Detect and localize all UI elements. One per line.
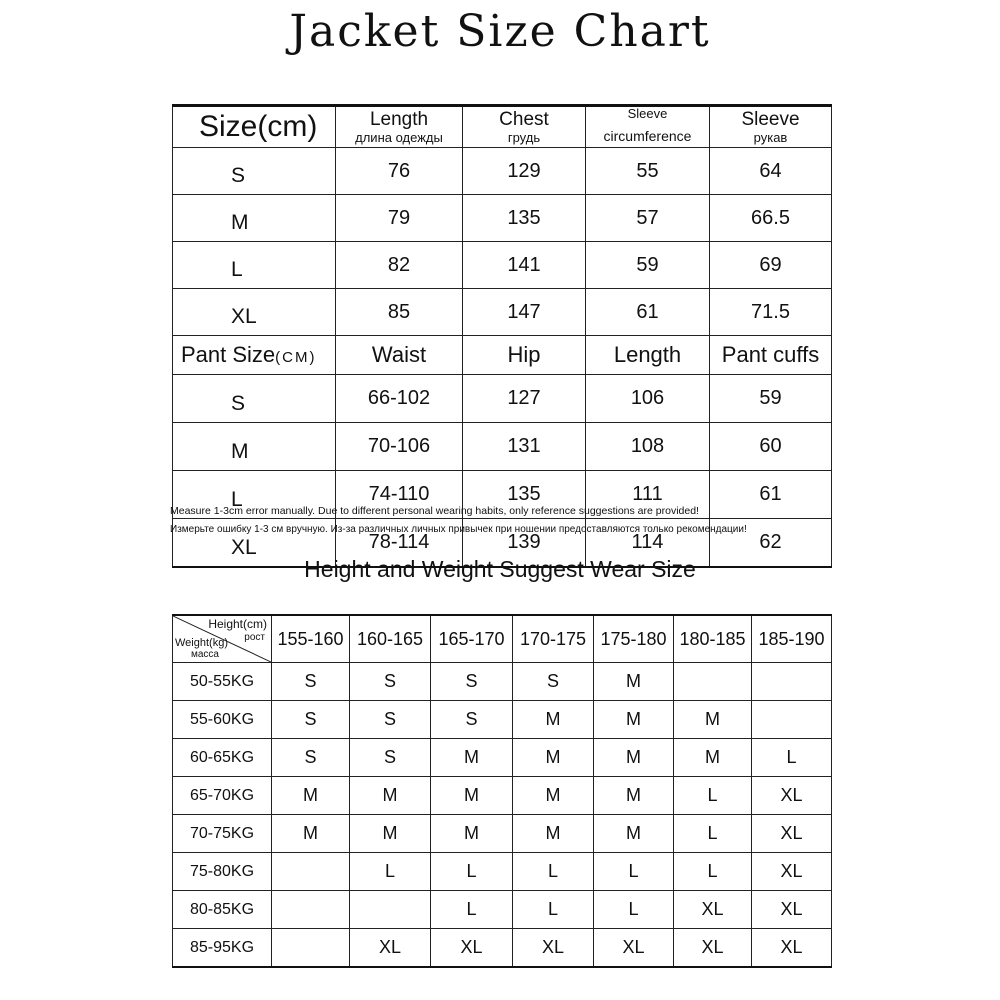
weight-row: [173, 663, 832, 701]
header-label-en-2: circumference: [603, 128, 692, 144]
size-cell: M: [350, 815, 431, 853]
size-cell: L: [752, 739, 832, 777]
size-cell: XL: [431, 929, 513, 968]
size-cell: [272, 929, 350, 968]
height-header: 185-190: [752, 615, 832, 663]
header-label-ru: длина одежды: [355, 129, 443, 145]
size-cell: XL: [674, 929, 752, 968]
table-cell: 59: [710, 375, 832, 423]
size-cell: M: [513, 777, 594, 815]
table-cell: 66.5: [710, 195, 832, 242]
height-header: 165-170: [431, 615, 513, 663]
pant-header-cuffs: Pant cuffs: [710, 336, 832, 375]
size-cell: M: [594, 739, 674, 777]
size-cell: M: [272, 777, 350, 815]
weight-label: 80-85KG: [173, 891, 272, 929]
size-cell: M: [272, 815, 350, 853]
table-cell: 61: [586, 289, 710, 336]
jacket-and-pant-size-table: [172, 104, 832, 568]
jacket-header-row: [173, 106, 832, 148]
size-cell: S: [272, 663, 350, 701]
table-cell: 70-106: [336, 423, 463, 471]
weight-label: 85-95KG: [173, 929, 272, 968]
weight-label: 50-55KG: [173, 663, 272, 701]
jacket-header-sleeve: [710, 106, 832, 148]
size-cell: [752, 663, 832, 701]
height-header: 180-185: [674, 615, 752, 663]
jacket-row: [173, 148, 832, 195]
size-cell: M: [594, 815, 674, 853]
height-header: 175-180: [594, 615, 674, 663]
weight-row: [173, 777, 832, 815]
table-cell: 108: [586, 423, 710, 471]
table-cell: 60: [710, 423, 832, 471]
size-label: M: [173, 423, 336, 471]
pant-row: [173, 423, 832, 471]
size-cell: L: [674, 853, 752, 891]
table-cell: 111: [586, 471, 710, 519]
size-cell: L: [431, 853, 513, 891]
size-cell: M: [674, 701, 752, 739]
height-header-row: [173, 615, 832, 663]
size-label: XL: [173, 289, 336, 336]
table-cell: 85: [336, 289, 463, 336]
table-cell: 66-102: [336, 375, 463, 423]
size-cell: L: [513, 853, 594, 891]
size-cell: L: [350, 853, 431, 891]
pant-size-label: Pant Size: [181, 342, 276, 367]
size-label: L: [173, 471, 336, 519]
table-cell: 147: [463, 289, 586, 336]
weight-label: 60-65KG: [173, 739, 272, 777]
weight-row: [173, 701, 832, 739]
size-cell: XL: [752, 815, 832, 853]
size-cell: XL: [594, 929, 674, 968]
table-cell: 141: [463, 242, 586, 289]
size-cell: M: [594, 777, 674, 815]
size-cell: S: [350, 663, 431, 701]
header-label-ru: рукав: [753, 129, 788, 145]
size-cell: M: [431, 777, 513, 815]
measurement-note-ru: Измерьте ошибку 1-3 см вручную. Из-за различных личных привычек при ношении предоставляются только рекомендации!: [170, 524, 747, 535]
size-cell: XL: [513, 929, 594, 968]
size-cell: [272, 891, 350, 929]
jacket-header-sleeve-circumference: [586, 106, 710, 148]
size-cell: L: [674, 815, 752, 853]
pant-row: [173, 375, 832, 423]
height-header: 155-160: [272, 615, 350, 663]
jacket-row: [173, 195, 832, 242]
pant-header-hip: Hip: [463, 336, 586, 375]
table-cell: 135: [463, 195, 586, 242]
size-cell: M: [594, 663, 674, 701]
size-cell: XL: [752, 777, 832, 815]
table-cell: 64: [710, 148, 832, 195]
size-cell: XL: [752, 891, 832, 929]
table-cell: 74-110: [336, 471, 463, 519]
size-cell: L: [674, 777, 752, 815]
table-cell: 82: [336, 242, 463, 289]
size-cell: L: [594, 853, 674, 891]
size-cell: S: [513, 663, 594, 701]
size-cell: S: [350, 701, 431, 739]
table-cell: 62: [710, 519, 832, 568]
pant-header-waist: Waist: [336, 336, 463, 375]
size-cell: L: [431, 891, 513, 929]
size-cell: S: [350, 739, 431, 777]
weight-label: 70-75KG: [173, 815, 272, 853]
size-cell: S: [431, 663, 513, 701]
size-cell: XL: [752, 853, 832, 891]
size-label: S: [173, 375, 336, 423]
header-label-ru: грудь: [507, 129, 541, 145]
size-cell: S: [272, 739, 350, 777]
measurement-note-en: Measure 1-3cm error manually. Due to different personal wearing habits, only reference suggestions are provided!: [170, 505, 699, 517]
jacket-corner-label: Size(cm): [173, 106, 336, 148]
table-cell: 59: [586, 242, 710, 289]
table-cell: 129: [463, 148, 586, 195]
weight-label: 55-60KG: [173, 701, 272, 739]
size-cell: XL: [674, 891, 752, 929]
height-header: 170-175: [513, 615, 594, 663]
corner-height-label-ru: рост: [244, 632, 265, 643]
size-cell: M: [513, 815, 594, 853]
table-cell: 69: [710, 242, 832, 289]
size-cell: M: [674, 739, 752, 777]
size-cell: [272, 853, 350, 891]
table-cell: 71.5: [710, 289, 832, 336]
table-cell: 139: [463, 519, 586, 568]
table-cell: 61: [710, 471, 832, 519]
jacket-row: [173, 289, 832, 336]
size-cell: L: [513, 891, 594, 929]
table-cell: 127: [463, 375, 586, 423]
height-weight-corner: [173, 615, 272, 663]
pant-corner-label: [173, 336, 336, 375]
size-cell: M: [513, 739, 594, 777]
weight-row: [173, 853, 832, 891]
weight-label: 75-80KG: [173, 853, 272, 891]
size-cell: M: [431, 815, 513, 853]
size-label: M: [173, 195, 336, 242]
weight-row: [173, 929, 832, 968]
table-cell: 135: [463, 471, 586, 519]
jacket-row: [173, 242, 832, 289]
size-cell: S: [431, 701, 513, 739]
size-cell: S: [272, 701, 350, 739]
weight-row: [173, 891, 832, 929]
header-label-en: Sleeve: [627, 106, 668, 121]
size-cell: M: [350, 777, 431, 815]
weight-label: 65-70KG: [173, 777, 272, 815]
height-header: 160-165: [350, 615, 431, 663]
jacket-header-chest: [463, 106, 586, 148]
size-label: S: [173, 148, 336, 195]
size-label: XL: [173, 519, 336, 568]
table-cell: 55: [586, 148, 710, 195]
table-cell: 57: [586, 195, 710, 242]
table-cell: 106: [586, 375, 710, 423]
height-weight-table: [172, 614, 832, 968]
corner-height-label: Height(cm): [208, 617, 267, 631]
jacket-header-length: [336, 106, 463, 148]
pant-header-row: [173, 336, 832, 375]
table-cell: 79: [336, 195, 463, 242]
page-title: Jacket Size Chart: [289, 6, 711, 57]
size-cell: L: [594, 891, 674, 929]
size-cell: M: [513, 701, 594, 739]
size-cell: XL: [350, 929, 431, 968]
corner-weight-label: Weight(kg): [175, 637, 228, 649]
table-cell: 114: [586, 519, 710, 568]
pant-size-unit: (CM): [275, 349, 317, 366]
size-cell: [752, 701, 832, 739]
weight-row: [173, 739, 832, 777]
header-label-en: Chest: [499, 108, 549, 130]
table-cell: 78-114: [336, 519, 463, 568]
weight-row: [173, 815, 832, 853]
size-cell: [674, 663, 752, 701]
corner-weight-label-ru: масса: [191, 649, 219, 660]
size-cell: [350, 891, 431, 929]
size-cell: M: [594, 701, 674, 739]
header-label-en: Sleeve: [741, 108, 800, 130]
size-label: L: [173, 242, 336, 289]
table-cell: 76: [336, 148, 463, 195]
size-cell: XL: [752, 929, 832, 968]
section-subtitle: Height and Weight Suggest Wear Size: [304, 556, 696, 582]
pant-header-length: Length: [586, 336, 710, 375]
header-label-en: Length: [369, 108, 429, 130]
table-cell: 131: [463, 423, 586, 471]
size-cell: M: [431, 739, 513, 777]
